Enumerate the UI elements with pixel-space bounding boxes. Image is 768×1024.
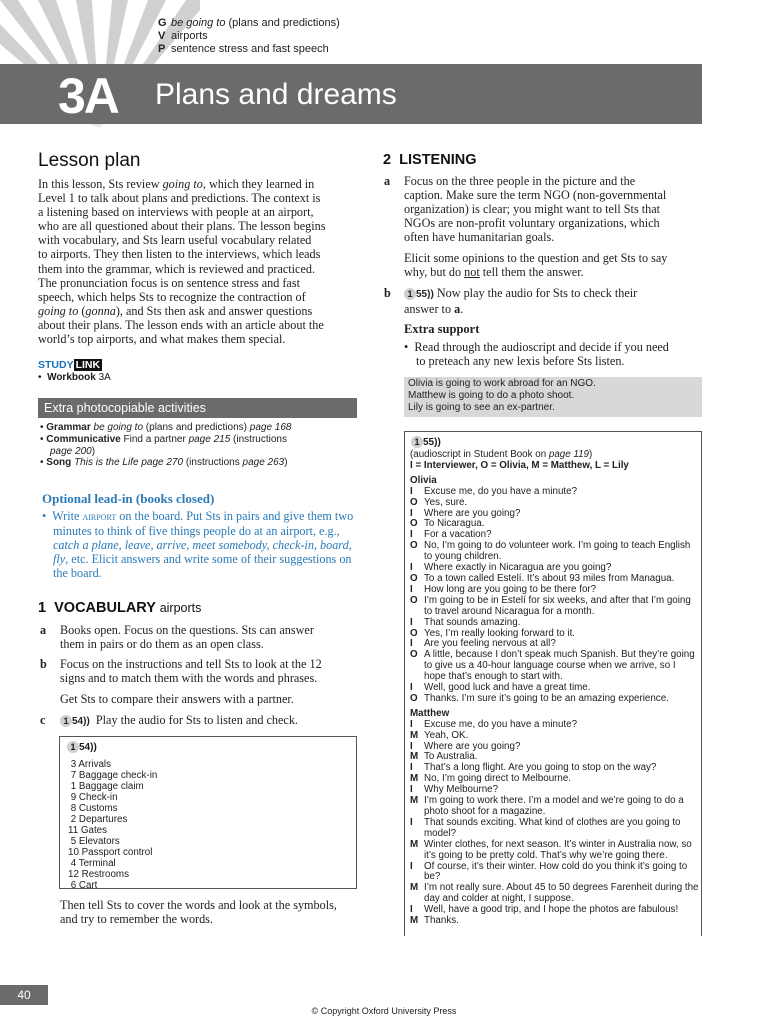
page-title: Plans and dreams bbox=[155, 78, 397, 111]
extra-activities-list bbox=[40, 422, 291, 469]
optional-lead-in-heading: Optional lead-in (books closed) bbox=[42, 491, 215, 506]
script-line: O To a town called Estelí. It’s about 93 miles from Managua. bbox=[410, 572, 675, 584]
script-line: O I’m going to be in Estelí for six weeks, and after that I’m going to travel around Nicaragua for a month. bbox=[410, 594, 691, 617]
lesson-plan-heading: Lesson plan bbox=[38, 150, 141, 171]
script-line: O Yes, sure. bbox=[410, 496, 468, 508]
vocab-item-b-note: Get Sts to compare their answers with a partner. bbox=[60, 692, 294, 706]
script-line: M Winter clothes, for next season. It’s winter in Australia now, so it’s going to be pretty cold. That’s why we’re going there. bbox=[410, 838, 692, 861]
script-line: I Where are you going? bbox=[410, 740, 521, 752]
list-item: • Communicative Find a partner page 215 (instructions page 200) bbox=[40, 433, 287, 457]
list-item: 5 Elevators bbox=[68, 836, 120, 847]
script-line: M I’m going to work there. I’m a model and we’re going to do a photo shoot for a magazine. bbox=[410, 795, 684, 817]
copyright: © Copyright Oxford University Press bbox=[311, 1006, 457, 1016]
listening-answer-box: Olivia is going to work abroad for an NGO. Matthew is going to do a photo shoot. Lily is going to see an ex-partner. bbox=[404, 377, 702, 417]
list-item: 12 Restrooms bbox=[68, 869, 129, 880]
script-line: O To Nicaragua. bbox=[410, 518, 485, 530]
audio-track-icon: 1 54)) bbox=[67, 741, 97, 753]
extra-activities-heading: Extra photocopiable activities bbox=[38, 398, 357, 418]
listening-heading: 2 LISTENING bbox=[383, 152, 477, 168]
listening-item-a: a Focus on the three people in the picture and the caption. Make sure the term NGO (non-governmental organization) is clear; you might want to tell Sts that NGOs are non-profit voluntary organizations, which often have humanitarian goals. bbox=[384, 174, 667, 244]
list-item: 3 Arrivals bbox=[68, 759, 112, 770]
script-line: I That sounds amazing. bbox=[410, 616, 521, 628]
script-line: O Thanks. I’m sure it’s going to be an amazing experience. bbox=[410, 692, 669, 704]
script-line: M Yeah, OK. bbox=[410, 729, 469, 741]
list-item: • Grammar be going to (plans and predictions) page 168 bbox=[40, 422, 292, 433]
script-line: M I’m not really sure. About 45 to 50 degrees Farenheit during the day and colder at night, I suppose. bbox=[410, 882, 699, 905]
script-line: I Are you feeling nervous at all? bbox=[410, 638, 556, 650]
script-line: I Where are you going? bbox=[410, 507, 521, 519]
script-line: I That sounds exciting. What kind of clothes are you going to model? bbox=[410, 816, 681, 839]
script-line: I That’s a long flight. Are you going to stop on the way? bbox=[410, 762, 657, 774]
list-item: 11 Gates bbox=[68, 825, 108, 836]
list-item: 8 Customs bbox=[68, 803, 118, 814]
list-item: 2 Departures bbox=[68, 814, 128, 825]
script-line: M To Australia. bbox=[410, 751, 478, 763]
script-line: I For a vacation? bbox=[410, 529, 492, 541]
vocab-answer-list bbox=[68, 759, 157, 891]
audioscript: (audioscript in Student Book on page 119) I = Interviewer, O = Olivia, M = Matthew, L = Lily Olivia I Excuse me, do you have a minute? O Yes, sure. I Where are you going? O To Nicaragua. I For a vacation? O No, I’m going to do volunteer work. I’m going to teach English to young children. I Where exactly in Nicaragua are you going? O To a town called Estelí. It’s about 93 miles from Managua. I How long are you going to be there for? O I’m going to be in Estelí for six weeks, and after that I’m going to travel around Nicaragua for a month. I That sounds amazing. O Yes, I’m really looking forward to it. I Are you feeling nervous at all? O A little, because I don’t speak much Spanish. But they’re going to give us a 40-hour language course when we arrive, so I hope that’s enough to start with. I Well, good luck and have a great time. O Thanks. I’m sure it’s going to be an amazing experience. Matthew I Excuse me, do you have a minute? M Yeah, OK. I Where are you going? M To Australia. I That’s a long flight. Are you going to stop on the way? M No, I’m going direct to Melbourne. I Why Melbourne? M I’m going to work there. I’m a model and we’re going to do a photo shoot for a magazine. I That sounds exciting. What kind of clothes are you going to model? M Winter clothes, for next season. It’s winter in Australia now, so it’s going to be pretty cold. That’s why we’re going there. I Of course, it’s their winter. How cold do you think it’s going to be? M I’m not really sure. About 45 to 50 degrees Farenheit during the day and colder at night, I suppose. I Well, have a good trip, and I hope the photos are fabulous! M Thanks. bbox=[410, 449, 699, 927]
lesson-plan-paragraph: In this lesson, Sts review going to, which they learned in Level 1 to talk about plans and predictions. The context is a listening based on interviews with people at an airport, who are all questioned about their plans. The lesson begins with vocabulary, and Sts learn useful vocabulary related to airports. They then listen to the interviews, which leads them into the grammar, which is reviewed and practiced. The pronunciation focus is on sentence stress and fast speech, which helps Sts to recognize the contraction of going to (gonna), and Sts then ask and answer questions about their plans. The lesson ends with an article about the world’s top airports, and what makes them special. bbox=[38, 177, 326, 347]
vocab-item-c: c 1 54)) Play the audio for Sts to listen and check. bbox=[40, 713, 298, 727]
script-line: I Of course, it’s their winter. How cold do you think it’s going to be? bbox=[410, 860, 688, 883]
script-line: M Thanks. bbox=[410, 915, 459, 927]
script-line: O A little, because I don’t speak much Spanish. But they’re going to give us a 40-hour language course when we arrive, so I hope that’s enough to start with. bbox=[410, 649, 695, 683]
script-line: I Excuse me, do you have a minute? bbox=[410, 718, 578, 730]
list-item: 6 Cart bbox=[68, 880, 98, 891]
extra-support-heading: Extra support bbox=[404, 322, 480, 336]
list-item: 7 Baggage check-in bbox=[68, 770, 158, 781]
extra-support-text: • Read through the audioscript and decide if you need to preteach any new lexis before Sts listen. bbox=[404, 340, 669, 368]
listening-item-a-note: Elicit some opinions to the question and get Sts to say why, but do not tell them the answer. bbox=[404, 251, 668, 279]
script-line: O Yes, I’m really looking forward to it. bbox=[410, 627, 576, 639]
vocab-item-a: a Books open. Focus on the questions. Sts can answer them in pairs or do them as an open class. bbox=[40, 623, 314, 651]
listening-item-b: b 1 55)) Now play the audio for Sts to check their answer to a. bbox=[384, 286, 638, 316]
script-line: I Why Melbourne? bbox=[410, 784, 499, 796]
page-number: 40 bbox=[0, 985, 48, 1005]
list-item: 1 Baggage claim bbox=[68, 781, 144, 792]
script-line: I How long are you going to be there for? bbox=[410, 583, 597, 595]
unit-number: 3A bbox=[58, 68, 118, 124]
script-line: M No, I’m going direct to Melbourne. bbox=[410, 773, 572, 785]
script-line: I Well, good luck and have a great time. bbox=[410, 682, 591, 694]
script-line: I Excuse me, do you have a minute? bbox=[410, 485, 578, 497]
audio-track-icon: 1 55)) bbox=[411, 436, 441, 448]
study-link-label: STUDY LINK bbox=[38, 359, 101, 371]
vocab-after-text: Then tell Sts to cover the words and look at the symbols, and try to remember the words. bbox=[60, 898, 337, 926]
vocab-answer-box bbox=[59, 736, 357, 889]
vocab-item-b: b Focus on the instructions and tell Sts to look at the 12 signs and to match them with the words and phrases. bbox=[40, 657, 322, 685]
workbook-ref: • Workbook 3A bbox=[38, 372, 111, 383]
lesson-focus-list: G be going to (plans and predictions) V airports P sentence stress and fast speech bbox=[158, 17, 340, 55]
optional-lead-in-text: • Write airport on the board. Put Sts in pairs and give them two minutes to think of five things people do at an airport, e.g., catch a plane, leave, arrive, meet somebody, check-in, board, fly, etc. Elicit answers and write some of their suggestions on the board. bbox=[42, 509, 354, 580]
vocabulary-heading: 1 VOCABULARY airports bbox=[38, 600, 202, 616]
list-item: 10 Passport control bbox=[68, 847, 153, 858]
script-line: I Where exactly in Nicaragua are you going? bbox=[410, 562, 612, 574]
list-item: • Song This is the Life page 270 (instructions page 263) bbox=[40, 457, 288, 469]
audio-track-icon: 1 55)) bbox=[404, 288, 434, 302]
script-line: I Well, have a good trip, and I hope the photos are fabulous! bbox=[410, 904, 679, 916]
list-item: 4 Terminal bbox=[68, 858, 116, 869]
audio-track-icon: 1 54)) bbox=[60, 715, 90, 729]
script-line: O No, I’m going to do volunteer work. I’m going to teach English to young children. bbox=[410, 540, 691, 563]
list-item: 9 Check-in bbox=[68, 792, 118, 803]
